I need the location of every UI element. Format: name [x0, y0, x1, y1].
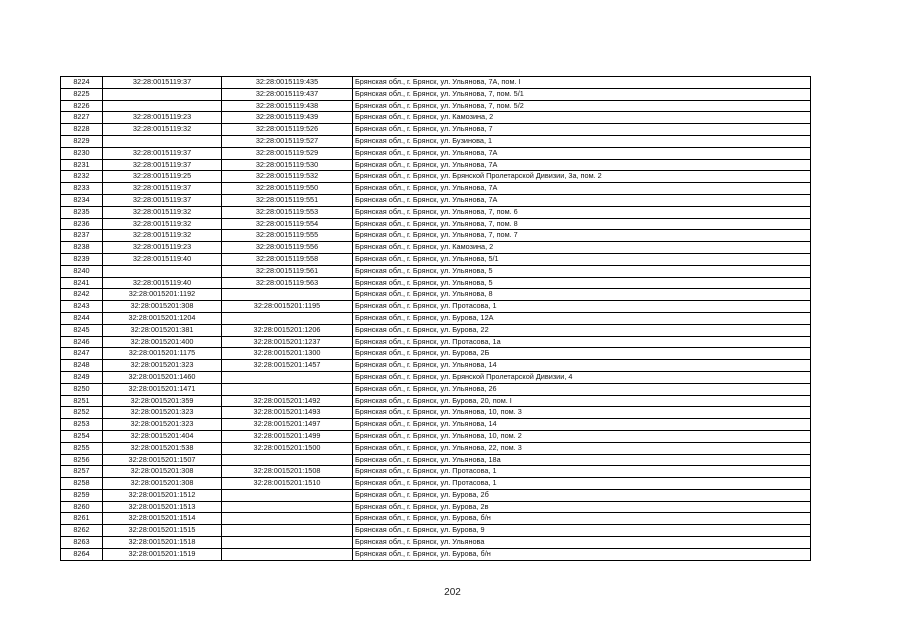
row-number-cell: 8251	[61, 395, 103, 407]
table-row	[61, 289, 811, 301]
object-number-cell: 32:28:0015119:527	[222, 135, 353, 147]
land-parcel-number-cell	[103, 265, 222, 277]
land-parcel-number-cell: 32:28:0015201:1204	[103, 312, 222, 324]
land-parcel-number-cell: 32:28:0015201:381	[103, 324, 222, 336]
object-number-cell	[222, 289, 353, 301]
table-row	[61, 77, 811, 89]
address-cell: Брянская обл., г. Брянск, ул. Ульянова, 18а	[353, 454, 811, 466]
land-parcel-number-cell	[103, 100, 222, 112]
table-row	[61, 336, 811, 348]
table-row	[61, 124, 811, 136]
row-number-cell: 8245	[61, 324, 103, 336]
object-number-cell: 32:28:0015119:526	[222, 124, 353, 136]
object-number-cell: 32:28:0015119:532	[222, 171, 353, 183]
table-row	[61, 242, 811, 254]
address-cell: Брянская обл., г. Брянск, ул. Протасова, 1	[353, 466, 811, 478]
object-number-cell: 32:28:0015201:1510	[222, 478, 353, 490]
address-cell: Брянская обл., г. Брянск, ул. Бурова, 2Б	[353, 348, 811, 360]
table-row	[61, 194, 811, 206]
table-row	[61, 430, 811, 442]
land-parcel-number-cell: 32:28:0015119:37	[103, 194, 222, 206]
land-parcel-number-cell: 32:28:0015119:40	[103, 277, 222, 289]
row-number-cell: 8232	[61, 171, 103, 183]
page-number: 202	[444, 587, 461, 598]
row-number-cell: 8246	[61, 336, 103, 348]
address-cell: Брянская обл., г. Брянск, ул. Бурова, 22	[353, 324, 811, 336]
row-number-cell: 8252	[61, 407, 103, 419]
address-cell: Брянская обл., г. Брянск, ул. Протасова, 1а	[353, 336, 811, 348]
row-number-cell: 8263	[61, 537, 103, 549]
address-cell: Брянская обл., г. Брянск, ул. Ульянова, 7	[353, 124, 811, 136]
table-row	[61, 395, 811, 407]
land-parcel-number-cell: 32:28:0015201:308	[103, 301, 222, 313]
address-cell: Брянская обл., г. Брянск, ул. Бузинова, 1	[353, 135, 811, 147]
table-row	[61, 501, 811, 513]
object-number-cell: 32:28:0015201:1508	[222, 466, 353, 478]
address-cell: Брянская обл., г. Брянск, ул. Камозина, 2	[353, 242, 811, 254]
address-cell: Брянская обл., г. Брянск, ул. Ульянова, 7, пом. 5/1	[353, 88, 811, 100]
row-number-cell: 8257	[61, 466, 103, 478]
table-row	[61, 301, 811, 313]
registry-table	[60, 76, 811, 561]
land-parcel-number-cell: 32:28:0015119:37	[103, 183, 222, 195]
address-cell: Брянская обл., г. Брянск, ул. Ульянова, 10, пом. 2	[353, 430, 811, 442]
row-number-cell: 8239	[61, 253, 103, 265]
land-parcel-number-cell: 32:28:0015201:1518	[103, 537, 222, 549]
object-number-cell: 32:28:0015201:1195	[222, 301, 353, 313]
object-number-cell: 32:28:0015119:435	[222, 77, 353, 89]
table-row	[61, 548, 811, 560]
row-number-cell: 8244	[61, 312, 103, 324]
row-number-cell: 8230	[61, 147, 103, 159]
address-cell: Брянская обл., г. Брянск, ул. Брянской Пролетарской Дивизии, 3а, пом. 2	[353, 171, 811, 183]
land-parcel-number-cell: 32:28:0015119:25	[103, 171, 222, 183]
table-row	[61, 537, 811, 549]
row-number-cell: 8254	[61, 430, 103, 442]
object-number-cell	[222, 537, 353, 549]
table-row	[61, 513, 811, 525]
table-row	[61, 218, 811, 230]
land-parcel-number-cell: 32:28:0015201:323	[103, 360, 222, 372]
table-row	[61, 312, 811, 324]
object-number-cell: 32:28:0015119:561	[222, 265, 353, 277]
object-number-cell: 32:28:0015119:558	[222, 253, 353, 265]
object-number-cell	[222, 501, 353, 513]
address-cell: Брянская обл., г. Брянск, ул. Ульянова, 7, пом. 7	[353, 230, 811, 242]
row-number-cell: 8225	[61, 88, 103, 100]
table-row	[61, 360, 811, 372]
land-parcel-number-cell: 32:28:0015201:308	[103, 478, 222, 490]
land-parcel-number-cell: 32:28:0015201:1513	[103, 501, 222, 513]
land-parcel-number-cell: 32:28:0015201:1512	[103, 489, 222, 501]
row-number-cell: 8262	[61, 525, 103, 537]
address-cell: Брянская обл., г. Брянск, ул. Ульянова, 7А	[353, 159, 811, 171]
land-parcel-number-cell: 32:28:0015119:40	[103, 253, 222, 265]
table-row	[61, 454, 811, 466]
row-number-cell: 8238	[61, 242, 103, 254]
object-number-cell	[222, 513, 353, 525]
land-parcel-number-cell: 32:28:0015201:1519	[103, 548, 222, 560]
object-number-cell: 32:28:0015201:1300	[222, 348, 353, 360]
land-parcel-number-cell: 32:28:0015201:359	[103, 395, 222, 407]
object-number-cell: 32:28:0015119:555	[222, 230, 353, 242]
table-row	[61, 442, 811, 454]
table-row	[61, 159, 811, 171]
land-parcel-number-cell: 32:28:0015119:37	[103, 147, 222, 159]
row-number-cell: 8224	[61, 77, 103, 89]
object-number-cell	[222, 371, 353, 383]
row-number-cell: 8229	[61, 135, 103, 147]
address-cell: Брянская обл., г. Брянск, ул. Ульянова, 26	[353, 383, 811, 395]
object-number-cell: 32:28:0015201:1499	[222, 430, 353, 442]
row-number-cell: 8253	[61, 419, 103, 431]
row-number-cell: 8236	[61, 218, 103, 230]
table-row	[61, 324, 811, 336]
land-parcel-number-cell: 32:28:0015201:308	[103, 466, 222, 478]
address-cell: Брянская обл., г. Брянск, ул. Ульянова, 7, пом. 8	[353, 218, 811, 230]
address-cell: Брянская обл., г. Брянск, ул. Ульянова, 7, пом. 5/2	[353, 100, 811, 112]
row-number-cell: 8240	[61, 265, 103, 277]
object-number-cell: 32:28:0015119:437	[222, 88, 353, 100]
object-number-cell	[222, 454, 353, 466]
object-number-cell: 32:28:0015119:554	[222, 218, 353, 230]
row-number-cell: 8264	[61, 548, 103, 560]
object-number-cell: 32:28:0015201:1206	[222, 324, 353, 336]
object-number-cell: 32:28:0015119:439	[222, 112, 353, 124]
object-number-cell	[222, 548, 353, 560]
address-cell: Брянская обл., г. Брянск, ул. Ульянова, 14	[353, 360, 811, 372]
address-cell: Брянская обл., г. Брянск, ул. Протасова, 1	[353, 301, 811, 313]
land-parcel-number-cell: 32:28:0015201:404	[103, 430, 222, 442]
land-parcel-number-cell: 32:28:0015119:32	[103, 218, 222, 230]
address-cell: Брянская обл., г. Брянск, ул. Ульянова, 5	[353, 277, 811, 289]
address-cell: Брянская обл., г. Брянск, ул. Ульянова, 7А	[353, 147, 811, 159]
row-number-cell: 8243	[61, 301, 103, 313]
row-number-cell: 8226	[61, 100, 103, 112]
address-cell: Брянская обл., г. Брянск, ул. Бурова, 9	[353, 525, 811, 537]
land-parcel-number-cell: 32:28:0015119:23	[103, 242, 222, 254]
row-number-cell: 8259	[61, 489, 103, 501]
land-parcel-number-cell: 32:28:0015201:323	[103, 419, 222, 431]
object-number-cell: 32:28:0015201:1457	[222, 360, 353, 372]
land-parcel-number-cell: 32:28:0015119:37	[103, 77, 222, 89]
address-cell: Брянская обл., г. Брянск, ул. Протасова, 1	[353, 478, 811, 490]
address-cell: Брянская обл., г. Брянск, ул. Ульянова, 5/1	[353, 253, 811, 265]
row-number-cell: 8261	[61, 513, 103, 525]
address-cell: Брянская обл., г. Брянск, ул. Ульянова, 22, пом. 3	[353, 442, 811, 454]
land-parcel-number-cell	[103, 88, 222, 100]
table-row	[61, 206, 811, 218]
address-cell: Брянская обл., г. Брянск, ул. Камозина, 2	[353, 112, 811, 124]
row-number-cell: 8237	[61, 230, 103, 242]
address-cell: Брянская обл., г. Брянск, ул. Бурова, 20, пом. I	[353, 395, 811, 407]
table-row	[61, 265, 811, 277]
land-parcel-number-cell: 32:28:0015119:32	[103, 206, 222, 218]
table-row	[61, 383, 811, 395]
land-parcel-number-cell: 32:28:0015201:1175	[103, 348, 222, 360]
object-number-cell: 32:28:0015201:1493	[222, 407, 353, 419]
object-number-cell: 32:28:0015119:551	[222, 194, 353, 206]
object-number-cell: 32:28:0015201:1237	[222, 336, 353, 348]
registry-table-body	[61, 77, 811, 561]
address-cell: Брянская обл., г. Брянск, ул. Ульянова, 7А	[353, 183, 811, 195]
object-number-cell: 32:28:0015119:550	[222, 183, 353, 195]
object-number-cell: 32:28:0015201:1497	[222, 419, 353, 431]
land-parcel-number-cell: 32:28:0015201:538	[103, 442, 222, 454]
land-parcel-number-cell: 32:28:0015201:1507	[103, 454, 222, 466]
address-cell: Брянская обл., г. Брянск, ул. Ульянова, 7А	[353, 194, 811, 206]
row-number-cell: 8258	[61, 478, 103, 490]
land-parcel-number-cell: 32:28:0015119:23	[103, 112, 222, 124]
address-cell: Брянская обл., г. Брянск, ул. Ульянова, 8	[353, 289, 811, 301]
table-row	[61, 171, 811, 183]
row-number-cell: 8247	[61, 348, 103, 360]
row-number-cell: 8241	[61, 277, 103, 289]
row-number-cell: 8242	[61, 289, 103, 301]
table-row	[61, 466, 811, 478]
land-parcel-number-cell: 32:28:0015201:1460	[103, 371, 222, 383]
row-number-cell: 8233	[61, 183, 103, 195]
address-cell: Брянская обл., г. Брянск, ул. Бурова, 2б	[353, 489, 811, 501]
land-parcel-number-cell: 32:28:0015201:1471	[103, 383, 222, 395]
row-number-cell: 8249	[61, 371, 103, 383]
row-number-cell: 8235	[61, 206, 103, 218]
row-number-cell: 8255	[61, 442, 103, 454]
land-parcel-number-cell: 32:28:0015201:1192	[103, 289, 222, 301]
land-parcel-number-cell: 32:28:0015119:37	[103, 159, 222, 171]
row-number-cell: 8256	[61, 454, 103, 466]
table-row	[61, 407, 811, 419]
table-row	[61, 230, 811, 242]
object-number-cell	[222, 312, 353, 324]
table-row	[61, 277, 811, 289]
address-cell: Брянская обл., г. Брянск, ул. Бурова, б/н	[353, 548, 811, 560]
table-row	[61, 135, 811, 147]
row-number-cell: 8227	[61, 112, 103, 124]
row-number-cell: 8228	[61, 124, 103, 136]
object-number-cell: 32:28:0015201:1500	[222, 442, 353, 454]
object-number-cell	[222, 383, 353, 395]
land-parcel-number-cell: 32:28:0015119:32	[103, 124, 222, 136]
land-parcel-number-cell: 32:28:0015201:1514	[103, 513, 222, 525]
table-row	[61, 112, 811, 124]
address-cell: Брянская обл., г. Брянск, ул. Бурова, 2в	[353, 501, 811, 513]
object-number-cell: 32:28:0015119:563	[222, 277, 353, 289]
row-number-cell: 8250	[61, 383, 103, 395]
object-number-cell: 32:28:0015119:530	[222, 159, 353, 171]
table-row	[61, 489, 811, 501]
object-number-cell: 32:28:0015119:556	[222, 242, 353, 254]
row-number-cell: 8248	[61, 360, 103, 372]
table-row	[61, 183, 811, 195]
row-number-cell: 8231	[61, 159, 103, 171]
address-cell: Брянская обл., г. Брянск, ул. Ульянова	[353, 537, 811, 549]
land-parcel-number-cell: 32:28:0015119:32	[103, 230, 222, 242]
table-row	[61, 419, 811, 431]
table-row	[61, 100, 811, 112]
object-number-cell	[222, 525, 353, 537]
address-cell: Брянская обл., г. Брянск, ул. Ульянова, 10, пом. 3	[353, 407, 811, 419]
address-cell: Брянская обл., г. Брянск, ул. Ульянова, 5	[353, 265, 811, 277]
object-number-cell	[222, 489, 353, 501]
object-number-cell: 32:28:0015119:553	[222, 206, 353, 218]
address-cell: Брянская обл., г. Брянск, ул. Ульянова, 7, пом. 6	[353, 206, 811, 218]
table-row	[61, 348, 811, 360]
table-row	[61, 525, 811, 537]
object-number-cell: 32:28:0015119:529	[222, 147, 353, 159]
row-number-cell: 8234	[61, 194, 103, 206]
address-cell: Брянская обл., г. Брянск, ул. Ульянова, 14	[353, 419, 811, 431]
address-cell: Брянская обл., г. Брянск, ул. Ульянова, 7А, пом. I	[353, 77, 811, 89]
table-row	[61, 371, 811, 383]
table-row	[61, 88, 811, 100]
address-cell: Брянская обл., г. Брянск, ул. Брянской Пролетарской Дивизии, 4	[353, 371, 811, 383]
object-number-cell: 32:28:0015201:1492	[222, 395, 353, 407]
table-row	[61, 253, 811, 265]
row-number-cell: 8260	[61, 501, 103, 513]
address-cell: Брянская обл., г. Брянск, ул. Бурова, 12А	[353, 312, 811, 324]
land-parcel-number-cell	[103, 135, 222, 147]
land-parcel-number-cell: 32:28:0015201:400	[103, 336, 222, 348]
object-number-cell: 32:28:0015119:438	[222, 100, 353, 112]
land-parcel-number-cell: 32:28:0015201:1515	[103, 525, 222, 537]
address-cell: Брянская обл., г. Брянск, ул. Бурова, б/н	[353, 513, 811, 525]
table-row	[61, 147, 811, 159]
table-row	[61, 478, 811, 490]
land-parcel-number-cell: 32:28:0015201:323	[103, 407, 222, 419]
